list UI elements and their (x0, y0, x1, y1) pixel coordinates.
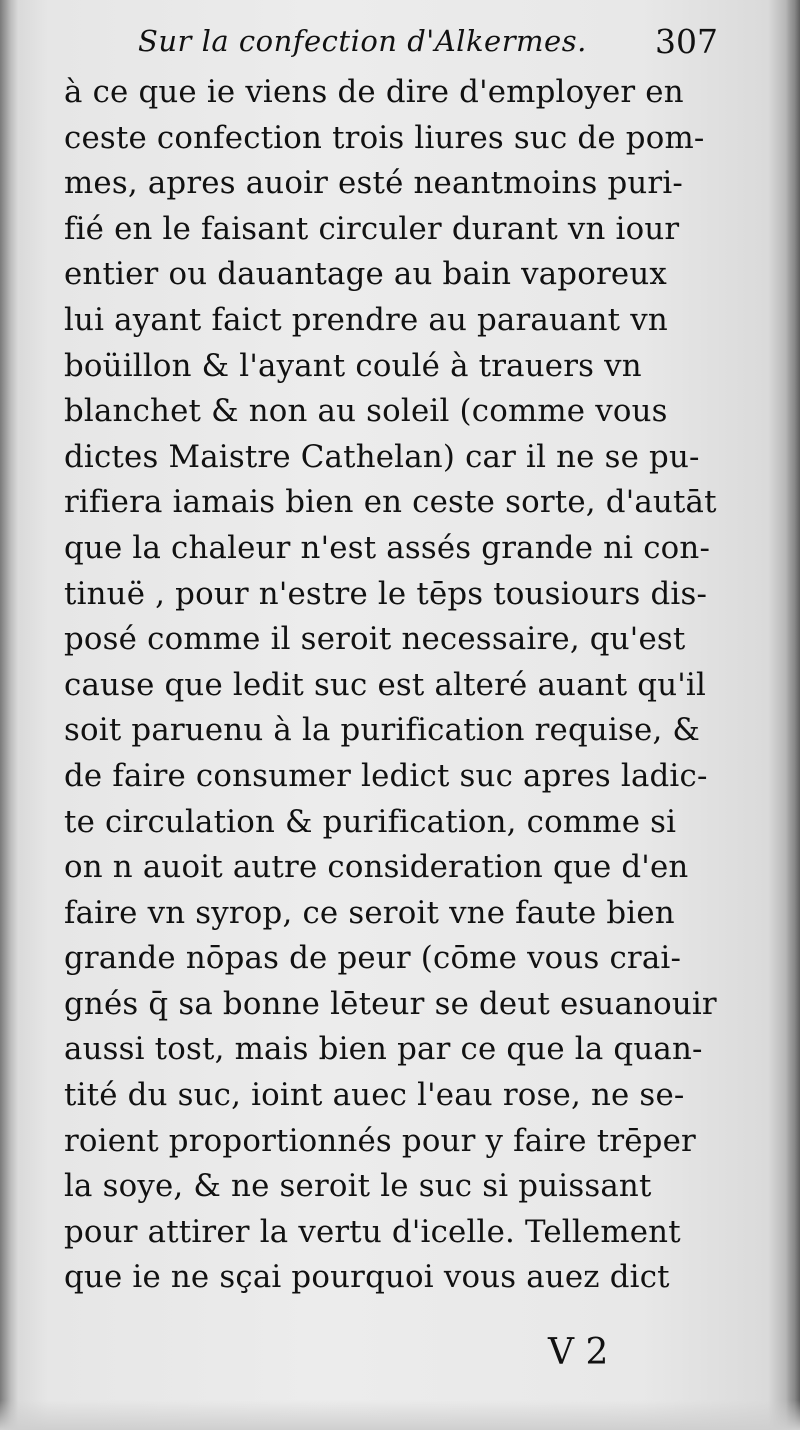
text-line: blanchet & non au soleil (comme vous (64, 393, 668, 430)
running-head-title: Sur la confection d'Alkermes. (138, 24, 587, 58)
page-bottom-edge (0, 1400, 800, 1430)
body-text (64, 70, 744, 1301)
text-line: grande nōpas de peur (cōme vous crai- (64, 940, 682, 977)
text-line: dictes Maistre Cathelan) car il ne se pu- (64, 438, 700, 475)
text-line: tinuë , pour n'estre le tēps tousiours dis- (64, 575, 708, 612)
text-line: pour attirer la vertu d'icelle. Tellement (64, 1213, 681, 1250)
text-line: fié en le faisant circuler durant vn iour (64, 210, 680, 247)
text-line: que la chaleur n'est assés grande ni con- (64, 529, 711, 566)
signature-mark: V 2 (548, 1332, 609, 1373)
text-line: rifiera iamais bien en ceste sorte, d'autāt (64, 484, 717, 521)
gutter-shadow (0, 0, 18, 1430)
text-line: faire vn syrop, ce seroit vne faute bien (64, 894, 675, 931)
text-line: gnés q̄ sa bonne lēteur se deut esuanouir (64, 985, 717, 1022)
text-line: mes, apres auoir esté neantmoins puri- (64, 165, 684, 202)
text-line: aussi tost, mais bien par ce que la quan- (64, 1031, 703, 1068)
text-line: tité du suc, ioint auec l'eau rose, ne se- (64, 1077, 685, 1114)
text-line: cause que ledit suc est alteré auant qu'il (64, 666, 707, 703)
text-line: entier ou dauantage au bain vaporeux (64, 256, 667, 293)
page-edge (786, 0, 800, 1430)
text-line: à ce que ie viens de dire d'employer en (64, 74, 684, 110)
text-line: roient proportionnés pour y faire trēper (64, 1122, 696, 1159)
text-line: la soye, & ne seroit le suc si puissant (64, 1168, 652, 1205)
text-line: on n auoit autre consideration que d'en (64, 849, 689, 886)
text-line: ceste confection trois liures suc de pom- (64, 119, 705, 156)
text-line: posé comme il seroit necessaire, qu'est (64, 621, 686, 658)
text-line: que ie ne sçai pourquoi vous auez dict (64, 1259, 670, 1296)
text-line: te circulation & purification, comme si (64, 803, 677, 840)
text-line: lui ayant faict prendre au parauant vn (64, 301, 668, 338)
running-head (138, 18, 718, 66)
text-line: soit paruenu à la purification requise, & (64, 712, 701, 749)
page-number: 307 (655, 22, 718, 61)
text-line: boüillon & l'ayant coulé à trauers vn (64, 347, 642, 384)
text-line: de faire consumer ledict suc apres ladic- (64, 757, 708, 794)
